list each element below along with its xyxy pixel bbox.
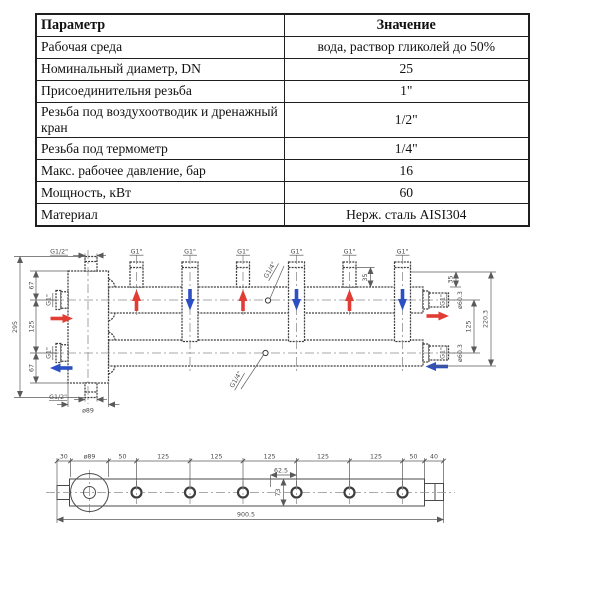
plan-dim-labels — [60, 454, 438, 461]
param-cell: Макс. рабочее давление, бар — [36, 160, 284, 182]
value-cell: 1/2" — [284, 103, 529, 138]
param-cell: Номинальный диаметр, DN — [36, 59, 284, 81]
value-cell: 1/4" — [284, 138, 529, 160]
outlet-thread-label: G1" — [130, 248, 143, 256]
table-row — [36, 160, 529, 182]
value-cell: Нерж. сталь AISI304 — [284, 204, 529, 227]
dim-900-5: 900.5 — [236, 511, 256, 519]
outlet-thread-label: G1" — [237, 248, 249, 256]
dim-d60-top: ø60.3 — [457, 291, 464, 309]
table-header-row — [36, 14, 529, 37]
thermo-thread-label: G1/4" — [228, 370, 244, 390]
dim-220-3: 220.3 — [482, 309, 490, 329]
dim-30: 30 — [59, 453, 68, 461]
param-cell: Материал — [36, 204, 284, 227]
outlet-thread-labels — [130, 249, 410, 256]
dim-125: 125 — [210, 453, 223, 461]
spec-table — [35, 13, 530, 227]
right-stub-plan — [425, 484, 444, 501]
value-cell: 60 — [284, 182, 529, 204]
right-thread-label: G1" — [439, 347, 447, 359]
dim-125-right: 125 — [465, 320, 473, 333]
drain-stub — [85, 383, 97, 398]
dim-67-bottom: 67 — [28, 363, 36, 373]
value-header: Значение — [284, 14, 529, 37]
dim-35-right: 35 — [447, 275, 455, 284]
spec-table-body — [36, 14, 529, 226]
dim-67-top: 67 — [28, 281, 36, 290]
param-cell: Резьба под воздухоотводик и дренажный кран — [36, 103, 284, 138]
table-row — [36, 59, 529, 81]
dim-d89-side: ø89 — [82, 407, 94, 415]
param-cell: Присоединительня резьба — [36, 81, 284, 103]
dim-125: 125 — [157, 453, 170, 461]
value-cell: 1" — [284, 81, 529, 103]
drain-thread-label: G1/2" — [49, 394, 67, 401]
dim-d89-plan: ø89 — [83, 453, 96, 461]
table-row — [36, 182, 529, 204]
right-thread-label: G1" — [439, 294, 447, 306]
outlet-thread-label: G1" — [343, 248, 356, 256]
table-row — [36, 81, 529, 103]
value-cell: 16 — [284, 160, 529, 182]
outlet-thread-label: G1" — [396, 248, 409, 256]
plan-view-drawing — [46, 454, 455, 524]
thermo-thread-label: G1/4" — [262, 260, 278, 280]
param-cell: Рабочая среда — [36, 37, 284, 59]
table-row — [36, 37, 529, 59]
return-thread-label: G1" — [45, 347, 53, 359]
thermometer-boss-bottom — [263, 350, 268, 355]
dim-d60-bottom: ø60.3 — [457, 344, 464, 362]
table-row — [36, 103, 529, 138]
manifold-drawing — [0, 240, 600, 600]
value-cell: вода, раствор гликолей до 50% — [284, 37, 529, 59]
dim-50-right: 50 — [409, 453, 418, 461]
dim-62-5: 62.5 — [273, 467, 289, 475]
dim-73: 73 — [275, 488, 282, 497]
dim-40: 40 — [429, 453, 439, 461]
param-header: Параметр — [36, 14, 284, 37]
side-view-drawing — [12, 249, 496, 415]
dim-125: 125 — [316, 453, 330, 461]
inlet-thread-label: G1" — [45, 294, 53, 306]
air-vent-stub — [85, 257, 97, 272]
dim-295: 295 — [12, 320, 19, 334]
outlet-thread-label: G1" — [290, 248, 303, 256]
thermometer-boss-top — [265, 298, 270, 303]
dim-50-left: 50 — [118, 453, 127, 461]
param-cell: Резьба под термометр — [36, 138, 284, 160]
param-cell: Мощность, кВт — [36, 182, 284, 204]
value-cell: 25 — [284, 59, 529, 81]
air-vent-thread-label: G1/2" — [50, 248, 68, 256]
outlet-thread-label: G1" — [184, 248, 196, 256]
dim-125-left: 125 — [28, 320, 36, 333]
table-row — [36, 138, 529, 160]
table-row — [36, 204, 529, 227]
dim-35-mid: 35 — [362, 273, 369, 282]
dim-125: 125 — [369, 453, 383, 461]
dim-125: 125 — [263, 453, 276, 461]
